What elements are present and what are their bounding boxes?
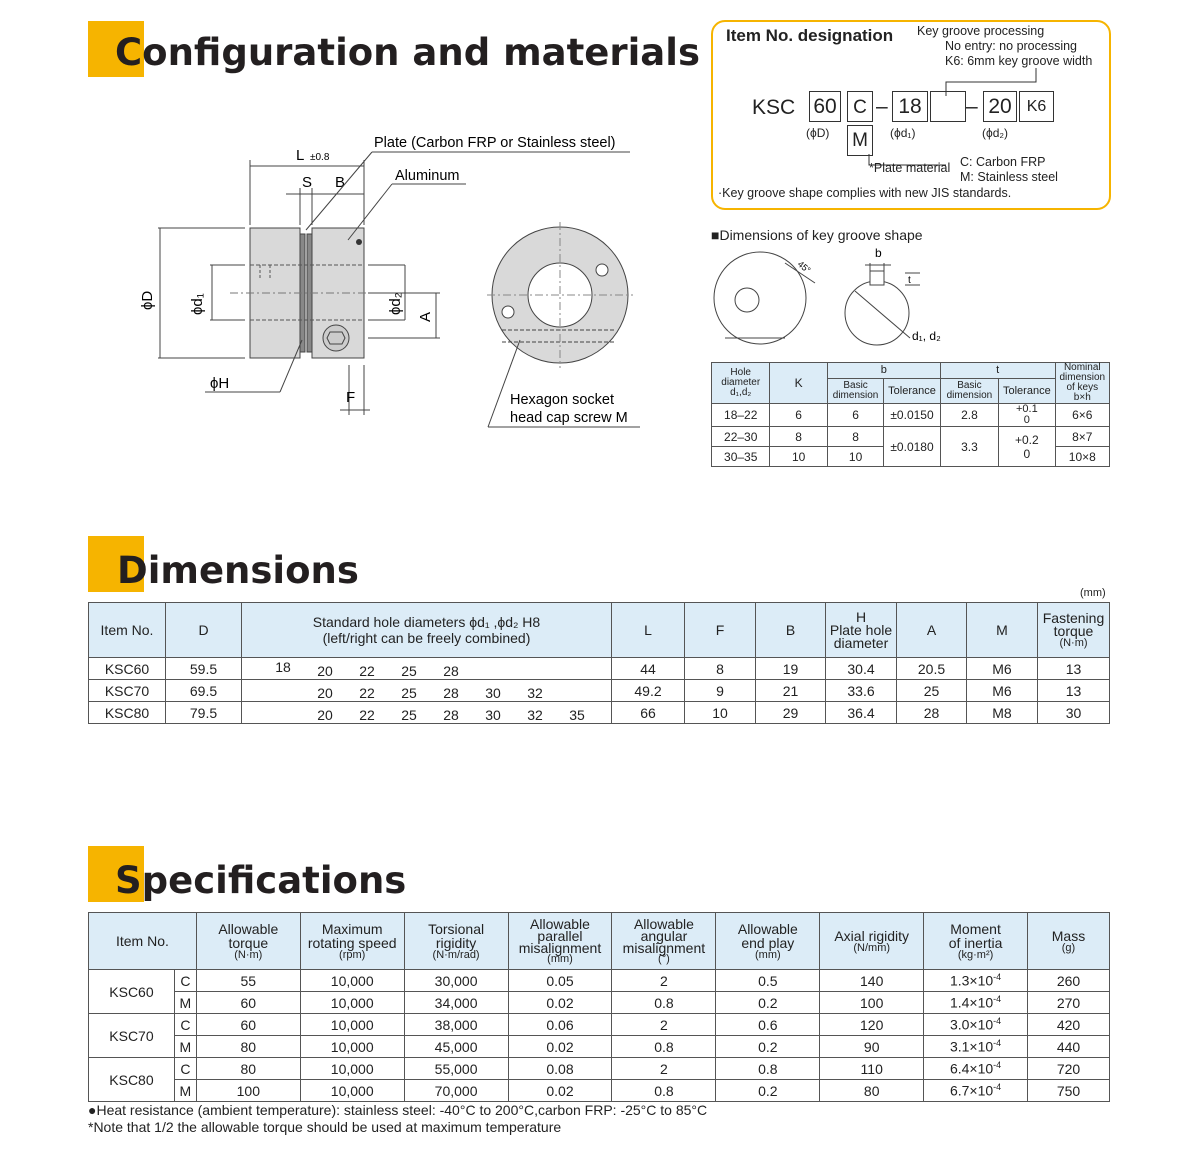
coupling-drawing	[130, 130, 660, 430]
kg-cell: 6	[770, 404, 827, 427]
dims-h-holes1: Standard hole diameters ϕd₁ ,ϕd₂ H8	[312, 614, 541, 630]
specs-h-tr	[404, 913, 508, 970]
kg-b-basic: Basic dimension	[827, 379, 883, 404]
kg-tol-down: 0	[1023, 446, 1031, 461]
kg-title: Key groove processing	[917, 24, 1045, 38]
dims-h-f: F	[685, 603, 756, 658]
spec-item: KSC70	[89, 1014, 175, 1058]
dim-phid2: ϕd₂	[387, 292, 404, 315]
kg-tol-up: +0.2	[1015, 432, 1039, 447]
hole-size: 20	[317, 662, 333, 679]
table-cell: 25	[897, 680, 967, 702]
inertia-cell	[924, 1036, 1028, 1058]
table-cell: 45,000	[404, 1036, 508, 1058]
table-row	[89, 680, 1110, 702]
inertia-exp: -4	[993, 994, 1002, 1005]
h: parallel	[537, 927, 583, 944]
inertia-base: 6.7×10	[949, 1082, 994, 1099]
table-cell: 29	[756, 702, 826, 724]
table-cell: 44	[612, 658, 685, 680]
spec-item: KSC60	[89, 970, 175, 1014]
dims-h-b: B	[756, 603, 826, 658]
h: Allowable	[633, 915, 694, 932]
dims-h-holes	[242, 603, 612, 658]
dim-F: F	[346, 389, 356, 406]
table-cell: 34,000	[404, 992, 508, 1014]
heat-note: ●Heat resistance (ambient temperature): stainless steel: -40°C to 200°C,carbon FRP: -25°C to 85°C	[88, 1102, 708, 1118]
table-cell: 720	[1028, 1058, 1110, 1080]
table-cell: 90	[820, 1036, 924, 1058]
table-cell: 0.08	[508, 1058, 612, 1080]
inertia-base: 3.0×10	[949, 1016, 994, 1033]
table-cell: 30.4	[826, 658, 897, 680]
hole-size: 18	[275, 658, 291, 675]
kg-cell: 10	[770, 447, 827, 467]
table-cell: 13	[1038, 658, 1110, 680]
dims-h-h1: H	[855, 608, 867, 625]
dims-h-h3: diameter	[833, 634, 889, 651]
keygroove-title: ■Dimensions of key groove shape	[711, 227, 923, 243]
table-cell: 0.2	[716, 992, 820, 1014]
table-cell: 13	[1038, 680, 1110, 702]
kg-tol-up: +0.1	[1015, 403, 1038, 415]
keygroove-t: t	[908, 275, 911, 286]
designation-blank	[930, 91, 966, 122]
inertia-cell	[924, 1014, 1028, 1036]
inertia-cell	[924, 1058, 1028, 1080]
designation-d: 60	[809, 91, 841, 122]
inertia-cell	[924, 992, 1028, 1014]
inertia-exp: -4	[993, 1038, 1002, 1049]
dims-h-m: M	[967, 603, 1038, 658]
kg-cell	[999, 427, 1055, 467]
specs-body	[89, 970, 1110, 1102]
table-cell: 28	[897, 702, 967, 724]
hole-size: 32	[527, 706, 543, 723]
kg-cell: 8×7	[1055, 427, 1109, 447]
table-row	[89, 1058, 1110, 1080]
h: Mass	[1051, 927, 1086, 944]
table-cell: 100	[196, 1080, 300, 1102]
h: misalignment	[518, 939, 602, 956]
designation-c: C	[847, 91, 873, 122]
kg-t-tol: Tolerance	[999, 379, 1055, 404]
keygroove-b: b	[875, 246, 882, 260]
h: torque	[228, 934, 269, 951]
inertia-cell	[924, 1080, 1028, 1102]
h: Allowable	[737, 920, 798, 937]
inertia-exp: -4	[993, 1016, 1002, 1027]
label-phid1: (ϕd₁)	[890, 126, 916, 140]
dims-body	[89, 658, 1110, 724]
section-title-dimensions: Dimensions	[117, 549, 359, 592]
kg-cell: 22–30	[712, 427, 770, 447]
dims-h-d: D	[166, 603, 242, 658]
h: Allowable	[218, 920, 279, 937]
specs-h-am	[612, 913, 716, 970]
table-cell: 2	[612, 1014, 716, 1036]
dash-1: –	[876, 95, 888, 118]
table-cell: 2	[612, 970, 716, 992]
table-row	[89, 1036, 1110, 1058]
inertia-base: 1.4×10	[949, 994, 994, 1011]
kg-k-header: K	[770, 363, 827, 404]
hole-size: 28	[443, 706, 459, 723]
kg-cell	[999, 404, 1055, 427]
kg-cell: 18–22	[712, 404, 770, 427]
table-row	[89, 1014, 1110, 1036]
h: rotating speed	[307, 934, 397, 951]
h: (N/mm)	[853, 941, 891, 954]
table-cell: 10,000	[300, 970, 404, 992]
table-cell: 0.6	[716, 1014, 820, 1036]
table-cell	[242, 702, 612, 724]
kg-cell: 6	[827, 404, 883, 427]
hole-size: 25	[401, 684, 417, 701]
specs-h-mi	[924, 913, 1028, 970]
table-cell: 60	[196, 1014, 300, 1036]
designation-d1: 18	[892, 91, 928, 122]
table-cell: 30	[1038, 702, 1110, 724]
plate-label: Plate (Carbon FRP or Stainless steel)	[374, 135, 616, 151]
inertia-base: 3.1×10	[949, 1038, 994, 1055]
screw-label-1: Hexagon socket	[510, 392, 614, 408]
h: Axial rigidity	[834, 927, 910, 944]
table-cell: 0.02	[508, 992, 612, 1014]
dim-L-tol: ±0.8	[310, 152, 330, 163]
designation-prefix: KSC	[752, 96, 796, 119]
specs-h-ep	[716, 913, 820, 970]
dim-B: B	[335, 174, 346, 191]
table-cell: 36.4	[826, 702, 897, 724]
table-row	[89, 702, 1110, 724]
kg-cell: 30–35	[712, 447, 770, 467]
table-cell: C	[174, 1058, 196, 1080]
kg-t-header: t	[940, 363, 1055, 379]
specs-h-pm	[508, 913, 612, 970]
table-row	[89, 1080, 1110, 1102]
hole-size: 25	[401, 662, 417, 679]
table-cell: 2	[612, 1058, 716, 1080]
table-cell: 80	[820, 1080, 924, 1102]
dims-h-ft1: Fastening	[1042, 609, 1105, 626]
dims-unit: (mm)	[1080, 587, 1106, 599]
table-cell: 260	[1028, 970, 1110, 992]
designation-k6: K6	[1019, 91, 1054, 122]
table-cell: 140	[820, 970, 924, 992]
h: (mm)	[755, 948, 781, 961]
table-cell: 19	[756, 658, 826, 680]
inertia-cell	[924, 970, 1028, 992]
kg-bxh: b×h	[1073, 392, 1091, 403]
table-cell: 0.2	[716, 1080, 820, 1102]
hole-size: 20	[317, 684, 333, 701]
dims-h-holes2: (left/right can be freely combined)	[322, 630, 531, 646]
plate-m: M: Stainless steel	[960, 170, 1058, 184]
table-cell: 0.5	[716, 970, 820, 992]
inertia-base: 1.3×10	[949, 972, 994, 989]
hole-size: 35	[569, 706, 585, 723]
table-row	[712, 404, 1110, 427]
table-cell: 10,000	[300, 1036, 404, 1058]
table-cell: 30,000	[404, 970, 508, 992]
h: Allowable	[530, 915, 590, 932]
hole-size: 28	[443, 684, 459, 701]
table-cell: 0.8	[716, 1058, 820, 1080]
h: (mm)	[547, 952, 573, 965]
kg-hole-text: Hole diameter	[721, 367, 761, 388]
table-cell: M8	[967, 702, 1038, 724]
keygroove-table	[711, 362, 1110, 467]
table-cell: 750	[1028, 1080, 1110, 1102]
table-cell: 100	[820, 992, 924, 1014]
table-cell: 0.06	[508, 1014, 612, 1036]
dimensions-table	[88, 602, 1110, 724]
specs-h-ar	[820, 913, 924, 970]
kg-cell: ±0.0180	[884, 427, 940, 467]
hole-size: 30	[485, 684, 501, 701]
h: end play	[741, 934, 795, 951]
label-phid2: (ϕd₂)	[982, 126, 1009, 140]
keygroove-d1d2: d₁, d₂	[912, 329, 941, 343]
table-cell: 79.5	[166, 702, 242, 724]
table-cell: 10,000	[300, 992, 404, 1014]
hole-size: 28	[443, 662, 459, 679]
dim-L: L	[296, 147, 305, 164]
specs-h-item: Item No.	[89, 913, 197, 970]
label-phiD: (ϕD)	[806, 126, 830, 140]
table-cell: 0.8	[612, 1036, 716, 1058]
kg-hole-header	[712, 363, 770, 404]
kg-cell: ±0.0150	[884, 404, 940, 427]
specifications-table	[88, 912, 1110, 1102]
specs-h-ma	[1028, 913, 1110, 970]
table-cell: C	[174, 970, 196, 992]
h: angular	[640, 927, 688, 944]
kg-cell: 8	[770, 427, 827, 447]
designation-m: M	[847, 125, 873, 156]
table-cell: M6	[967, 658, 1038, 680]
hole-size: 22	[359, 662, 375, 679]
h: of inertia	[948, 934, 1003, 951]
plate-c: C: Carbon FRP	[960, 155, 1046, 169]
table-cell: 21	[756, 680, 826, 702]
table-cell: 59.5	[166, 658, 242, 680]
table-row	[712, 427, 1110, 447]
hole-size: 32	[527, 684, 543, 701]
table-cell: 10,000	[300, 1058, 404, 1080]
table-cell: 0.8	[612, 992, 716, 1014]
dash-2: –	[966, 95, 978, 118]
h: (rpm)	[339, 948, 366, 961]
table-cell: KSC70	[89, 680, 166, 702]
designation-note: ·Key groove shape complies with new JIS standards.	[718, 186, 1012, 200]
table-cell: 70,000	[404, 1080, 508, 1102]
h: Moment	[950, 920, 1001, 937]
specs-h-ms	[300, 913, 404, 970]
h: (g)	[1061, 941, 1076, 954]
hole-size: 22	[359, 706, 375, 723]
kg-k6: K6: 6mm key groove width	[945, 54, 1093, 68]
table-cell	[242, 658, 612, 680]
table-cell: 69.5	[166, 680, 242, 702]
table-cell: 10,000	[300, 1080, 404, 1102]
dims-h-item: Item No.	[89, 603, 166, 658]
table-cell: M6	[967, 680, 1038, 702]
table-cell: 0.02	[508, 1036, 612, 1058]
table-cell: M	[174, 1080, 196, 1102]
designation-title: Item No. designation	[726, 26, 894, 45]
dim-phiH: ϕH	[210, 375, 230, 392]
kg-cell: 10	[827, 447, 883, 467]
table-cell: 20.5	[897, 658, 967, 680]
plate-material-label: *Plate material	[869, 161, 951, 175]
table-row	[89, 992, 1110, 1014]
h: (°)	[658, 952, 670, 965]
h: (kg·m²)	[957, 948, 994, 961]
kg-none: No entry: no processing	[945, 39, 1078, 53]
table-cell: 10	[685, 702, 756, 724]
torque-note: *Note that 1/2 the allowable torque should be used at maximum temperature	[88, 1119, 562, 1135]
table-cell: KSC60	[89, 658, 166, 680]
table-cell: 66	[612, 702, 685, 724]
table-cell: 0.8	[612, 1080, 716, 1102]
keygroove-drawing	[705, 243, 985, 348]
kg-b-tol: Tolerance	[884, 379, 940, 404]
designation-d2: 20	[983, 91, 1017, 122]
table-cell: 440	[1028, 1036, 1110, 1058]
hole-size: 22	[359, 684, 375, 701]
table-cell: 270	[1028, 992, 1110, 1014]
table-cell: 0.2	[716, 1036, 820, 1058]
keygroove-deg: 45°	[795, 258, 813, 276]
kg-cell: 2.8	[940, 404, 998, 427]
table-cell: 60	[196, 992, 300, 1014]
dims-h-a: A	[897, 603, 967, 658]
h: (N·m)	[234, 948, 263, 961]
table-cell: M	[174, 992, 196, 1014]
dims-h-ft	[1038, 603, 1110, 658]
table-cell: 0.02	[508, 1080, 612, 1102]
plate-material-options	[960, 155, 1058, 185]
dim-phid1: ϕd₁	[189, 293, 206, 315]
table-row	[89, 970, 1110, 992]
table-cell: 120	[820, 1014, 924, 1036]
table-cell: 420	[1028, 1014, 1110, 1036]
section-title-specifications: Specifications	[115, 859, 407, 902]
spec-item: KSC80	[89, 1058, 175, 1102]
specs-h-at	[196, 913, 300, 970]
h: (N·m/rad)	[432, 948, 480, 961]
h: misalignment	[622, 939, 706, 956]
dims-h-h2: Plate hole	[829, 621, 893, 638]
h: rigidity	[435, 934, 477, 951]
table-cell: 110	[820, 1058, 924, 1080]
table-cell: 0.05	[508, 970, 612, 992]
hole-size: 25	[401, 706, 417, 723]
kg-b-header: b	[827, 363, 940, 379]
table-cell: 55,000	[404, 1058, 508, 1080]
dim-S: S	[302, 174, 313, 191]
inertia-exp: -4	[993, 972, 1002, 983]
table-cell: 10,000	[300, 1014, 404, 1036]
h: Maximum	[321, 920, 383, 937]
hole-size: 30	[485, 706, 501, 723]
table-cell	[242, 680, 612, 702]
table-cell: C	[174, 1014, 196, 1036]
inertia-exp: -4	[993, 1082, 1002, 1093]
aluminum-label: Aluminum	[395, 168, 460, 184]
kg-t-basic: Basic dimension	[940, 379, 998, 404]
kg-hole-text2: d₁,d₂	[730, 387, 752, 398]
table-cell: 33.6	[826, 680, 897, 702]
dims-h-ft2: torque	[1053, 622, 1094, 639]
dim-A: A	[417, 311, 434, 322]
table-cell: KSC80	[89, 702, 166, 724]
kg-key-header	[1055, 363, 1109, 404]
kg-cell: 10×8	[1055, 447, 1109, 467]
table-cell: 80	[196, 1058, 300, 1080]
table-cell: 55	[196, 970, 300, 992]
kg-nominal: Nominal dimension of keys	[1059, 362, 1106, 393]
h: Torsional	[428, 920, 485, 937]
table-row	[89, 658, 1110, 680]
table-cell: 80	[196, 1036, 300, 1058]
kg-cell: 3.3	[940, 427, 998, 467]
section-title-config: Configuration and materials	[115, 31, 700, 74]
kg-cell: 6×6	[1055, 404, 1109, 427]
screw-label-2: head cap screw M	[510, 410, 628, 426]
dims-h-ft3: (N·m)	[1059, 636, 1088, 649]
kg-tol-down: 0	[1023, 414, 1030, 426]
table-cell: 38,000	[404, 1014, 508, 1036]
inertia-exp: -4	[993, 1060, 1002, 1071]
inertia-base: 6.4×10	[949, 1060, 994, 1077]
dim-phiD: ϕD	[139, 290, 156, 310]
table-cell: 8	[685, 658, 756, 680]
dims-h-h	[826, 603, 897, 658]
table-cell: 9	[685, 680, 756, 702]
table-cell: 49.2	[612, 680, 685, 702]
kg-cell: 8	[827, 427, 883, 447]
table-cell: M	[174, 1036, 196, 1058]
dims-h-l: L	[612, 603, 685, 658]
hole-size: 20	[317, 706, 333, 723]
